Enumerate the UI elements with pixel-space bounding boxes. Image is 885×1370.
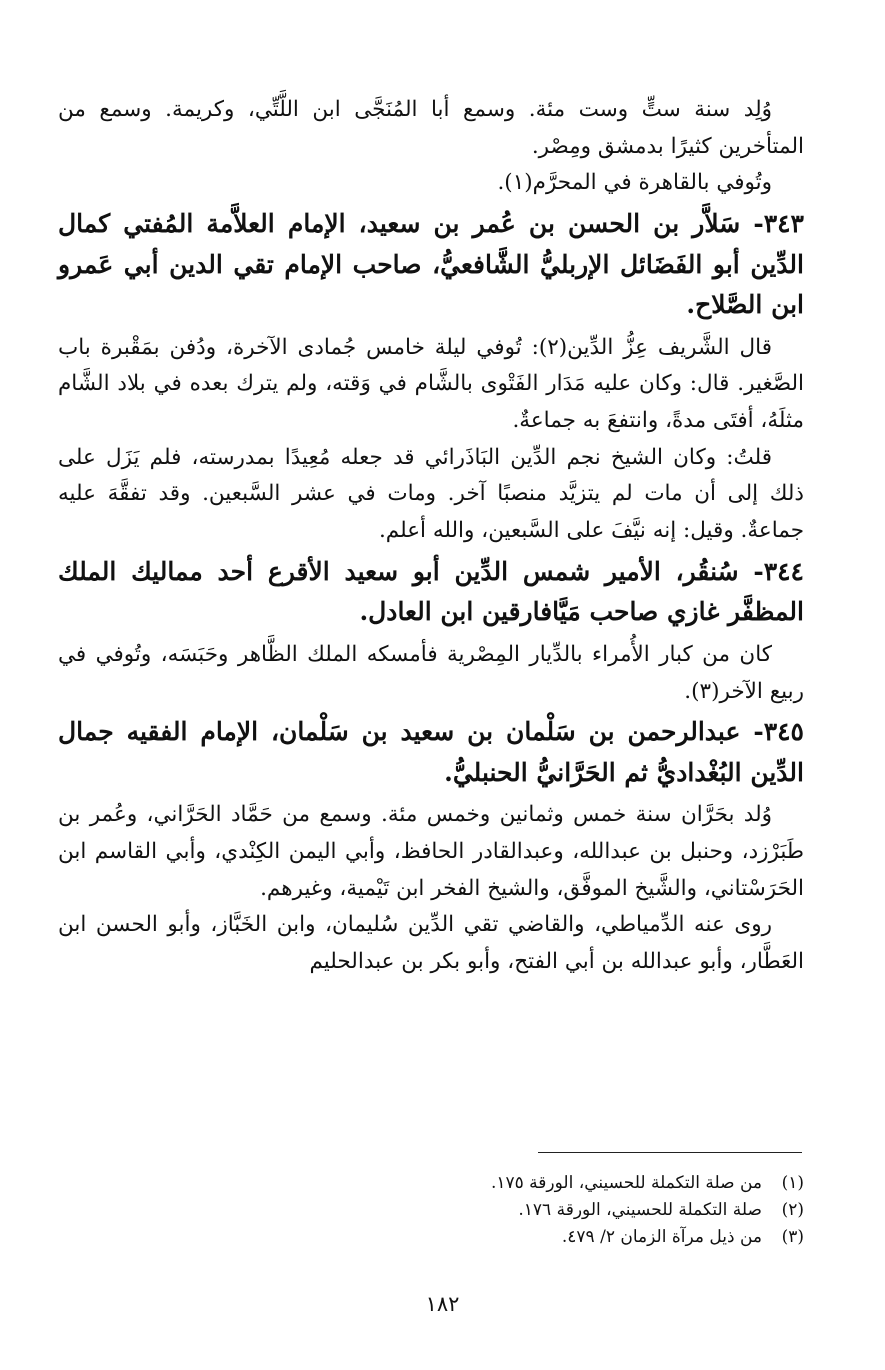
footnote-number: (٣) — [781, 1227, 804, 1247]
entry-343-heading: ٣٤٣- سَلاَّر بن الحسن بن عُمر بن سعيد، الإمام العلاَّمة المُفتي كمال الدِّين أبو الفَضَائل الإربليُّ الشَّافعيُّ، صاحب الإمام تقي الدين أبي عَمرو ابن الصَّلاح. — [58, 209, 804, 320]
paragraph-emir-bio: كان من كبار الأُمراء بالدِّيار المِصْرية فأمسكه الملك الظَّاهر وحَبَسَه، وتُوفي في ربيع الآخر(٣). — [58, 641, 804, 704]
footnote-text: من ذيل مرآة الزمان ٢/ ٤٧٩. — [561, 1227, 762, 1247]
main-text — [58, 92, 804, 981]
footnote-item — [300, 1224, 804, 1251]
paragraph-sharif-quote: قال الشَّريف عِزُّ الدِّين(٢): تُوفي ليلة خامس جُمادى الآخرة، ودُفن بمَقْبرة باب الصَّغير. قال: وكان عليه مَدَار الفَتْوى بالشَّام في وَقته، ولم يترك بعده في بلاد الشَّام مثلَهُ، أفتَى مدةً، وانتفعَ به جماعةٌ. — [58, 334, 804, 434]
footnotes — [300, 1170, 804, 1251]
entry-345-heading: ٣٤٥- عبدالرحمن بن سَلْمان بن سعيد بن سَلْمان، الإمام الفقيه جمال الدِّين البُغْداديُّ ثم الحَرَّانيُّ الحنبليُّ. — [58, 717, 804, 787]
paragraph-birth-hearing: وُلِد سنة ستٍّ وست مئة. وسمع أبا المُنَجَّى ابن اللَّتِّي، وكريمة. وسمع من المتأخرين كثيرًا بدمشق ومِصْر. — [58, 97, 804, 159]
paragraph-author-note: قلتُ: وكان الشيخ نجم الدِّين البَاذَرائي قد جعله مُعِيدًا بمدرسته، فلم يَزَل على ذلك إلى أن مات لم يتزيَّد منصبًا آخر. ومات في عشر السَّبعين. وقد تفقَّهَ عليه جماعةٌ. وقيل: إنه نيَّفَ على السَّبعين، والله أعلم. — [58, 444, 804, 544]
paragraph-students: روى عنه الدِّمياطي، والقاضي تقي الدِّين سُليمان، وابن الخَبَّاز، وأبو الحسن ابن العَطَّار، وأبو عبدالله بن أبي الفتح، وأبو بكر بن عبدالحليم — [58, 912, 804, 975]
footnote-text: من صلة التكملة للحسيني، الورقة ١٧٥. — [490, 1173, 762, 1193]
footnote-item — [300, 1170, 804, 1197]
footnote-item — [300, 1197, 804, 1224]
footnote-text: صلة التكملة للحسيني، الورقة ١٧٦. — [518, 1200, 762, 1220]
paragraph-teachers: وُلد بحَرَّان سنة خمس وثمانين وخمس مئة. وسمع من حَمَّاد الحَرَّاني، وعُمر بن طَبَرْزد، وحنبل بن عبدالله، وعبدالقادر الحافظ، وأبي اليمن الكِنْدي، وأبي القاسم ابن الحَرَسْتاني، والشَّيخ الموفَّق، والشيخ الفخر ابن تَيْمية، وغيرهم. — [58, 802, 804, 901]
paragraph-death-cairo: وتُوفي بالقاهرة في المحرَّم(١). — [497, 170, 772, 196]
entry-344-heading: ٣٤٤- سُنقُر، الأمير شمس الدِّين أبو سعيد الأقرع أحد مماليك الملك المظفَّر غازي صاحب مَيَّافارقين ابن العادل. — [58, 556, 804, 627]
footnote-number: (١) — [781, 1173, 804, 1193]
footnote-divider — [538, 1152, 802, 1153]
footnote-number: (٢) — [781, 1200, 804, 1220]
page-number: ١٨٢ — [425, 1292, 460, 1316]
